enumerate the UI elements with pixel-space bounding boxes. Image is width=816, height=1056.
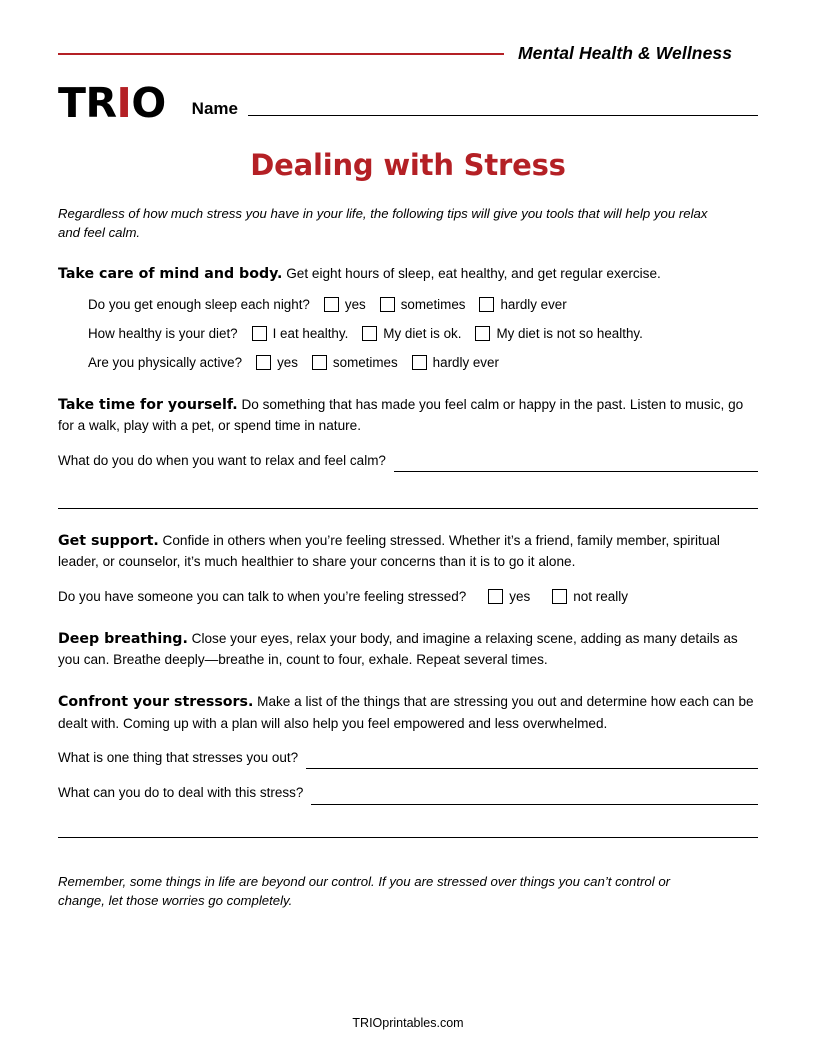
checkbox-support-not-really[interactable]: [552, 589, 567, 604]
checkbox-support-yes[interactable]: [488, 589, 503, 604]
name-input-line[interactable]: [248, 115, 758, 116]
category-title: Mental Health & Wellness: [518, 43, 733, 63]
section-heading-time-for-yourself: Take time for yourself.: [58, 396, 238, 413]
logo-text-part2: O: [131, 79, 166, 127]
option-label-diet-ok: My diet is ok.: [383, 325, 462, 341]
logo-text-accent: I: [116, 79, 132, 127]
checkbox-active-yes[interactable]: [256, 355, 271, 370]
write-in-row-relax: [58, 451, 758, 472]
write-in-label-stressor: What is one thing that stresses you out?: [58, 750, 299, 766]
write-in-line-deal-2[interactable]: [58, 837, 758, 838]
question-row-sleep: [88, 295, 758, 315]
write-in-label-relax: What do you do when you want to relax and feel calm?: [58, 452, 386, 468]
section-heading-get-support: Get support.: [58, 532, 159, 549]
section-get-support: [58, 531, 758, 607]
option-label-sleep-hardly-ever: hardly ever: [500, 296, 567, 312]
section-body-time-for-yourself: Do something that has made you feel calm or happy in the past. Listen to music, go for a walk, play with a pet, or spend time in nature.: [58, 396, 744, 434]
option-label-active-sometimes: sometimes: [332, 354, 398, 370]
checkbox-diet-not-healthy[interactable]: [475, 326, 490, 341]
section-time-for-yourself: [58, 395, 758, 509]
question-row-active: [88, 353, 758, 373]
option-label-sleep-sometimes: sometimes: [400, 296, 466, 312]
option-label-sleep-yes: yes: [344, 296, 366, 312]
section-body-mind-body: Get eight hours of sleep, eat healthy, and get regular exercise.: [286, 266, 661, 282]
header-accent-rule: [58, 53, 504, 55]
section-heading-mind-body: Take care of mind and body.: [58, 266, 283, 283]
name-label: Name: [191, 99, 238, 118]
section-deep-breathing: [58, 629, 758, 671]
write-in-row-deal: [58, 783, 758, 804]
write-in-line-deal-1[interactable]: [311, 790, 758, 805]
checkbox-sleep-sometimes[interactable]: [380, 297, 395, 312]
option-label-diet-not-healthy: My diet is not so healthy.: [496, 325, 643, 341]
checkbox-diet-healthy[interactable]: [252, 326, 267, 341]
logo-text-part1: TR: [58, 79, 117, 127]
option-label-support-yes: yes: [509, 588, 531, 604]
option-label-active-hardly-ever: hardly ever: [432, 354, 499, 370]
section-body-deep-breathing: Close your eyes, relax your body, and imagine a relaxing scene, adding as many details as you can. Breathe deeply—breathe in, count to four, exhale. Repeat several times.: [58, 630, 738, 668]
section-heading-deep-breathing: Deep breathing.: [58, 630, 188, 647]
header-rule-wrap: [58, 43, 758, 64]
footer-site: TRIOprintables.com: [352, 1016, 464, 1030]
section-body-confront-stressors: Make a list of the things that are stressing you out and determine how each can be dealt with. Coming up with a plan will also help you feel empowered and less overwhelmed.: [58, 694, 754, 731]
checkbox-sleep-yes[interactable]: [324, 297, 339, 312]
section-heading-confront-stressors: Confront your stressors.: [58, 694, 254, 711]
option-label-active-yes: yes: [277, 354, 298, 370]
question-label-sleep: Do you get enough sleep each night?: [88, 296, 310, 312]
logo-name-row: [58, 72, 758, 127]
section-body-get-support: Confide in others when you’re feeling stressed. Whether it’s a friend, family member, spiritual leader, or counselor, it’s much healthier to share your concerns than it is to go it alone.: [58, 532, 720, 570]
option-label-diet-healthy: I eat healthy.: [272, 325, 349, 341]
checkbox-active-hardly-ever[interactable]: [412, 355, 427, 370]
section-mind-body: [58, 264, 758, 373]
question-label-diet: How healthy is your diet?: [88, 325, 238, 341]
checkbox-sleep-hardly-ever[interactable]: [479, 297, 494, 312]
intro-paragraph: Regardless of how much stress you have in your life, the following tips will give you tools that will help you relax and feel calm.: [58, 206, 708, 241]
write-in-line-relax-2[interactable]: [58, 508, 758, 509]
write-in-line-stressor[interactable]: [306, 754, 758, 769]
write-in-row-stressor: [58, 748, 758, 769]
question-row-diet: [88, 324, 758, 344]
question-row-support: [58, 587, 758, 607]
checkbox-diet-ok[interactable]: [362, 326, 377, 341]
section-confront-stressors: [58, 692, 758, 837]
question-label-active: Are you physically active?: [88, 354, 243, 370]
option-label-support-not-really: not really: [573, 588, 629, 604]
write-in-line-relax-1[interactable]: [394, 457, 758, 472]
page-title: Dealing with Stress: [250, 148, 566, 182]
page-header: [58, 0, 758, 62]
trio-logo: [58, 79, 168, 127]
closing-note: Remember, some things in life are beyond our control. If you are stressed over things you can’t control or change, let those worries go completely.: [58, 873, 671, 908]
checkbox-active-sometimes[interactable]: [312, 355, 327, 370]
question-label-support: Do you have someone you can talk to when you’re feeling stressed?: [58, 588, 467, 604]
write-in-label-deal: What can you do to deal with this stress?: [58, 785, 304, 801]
